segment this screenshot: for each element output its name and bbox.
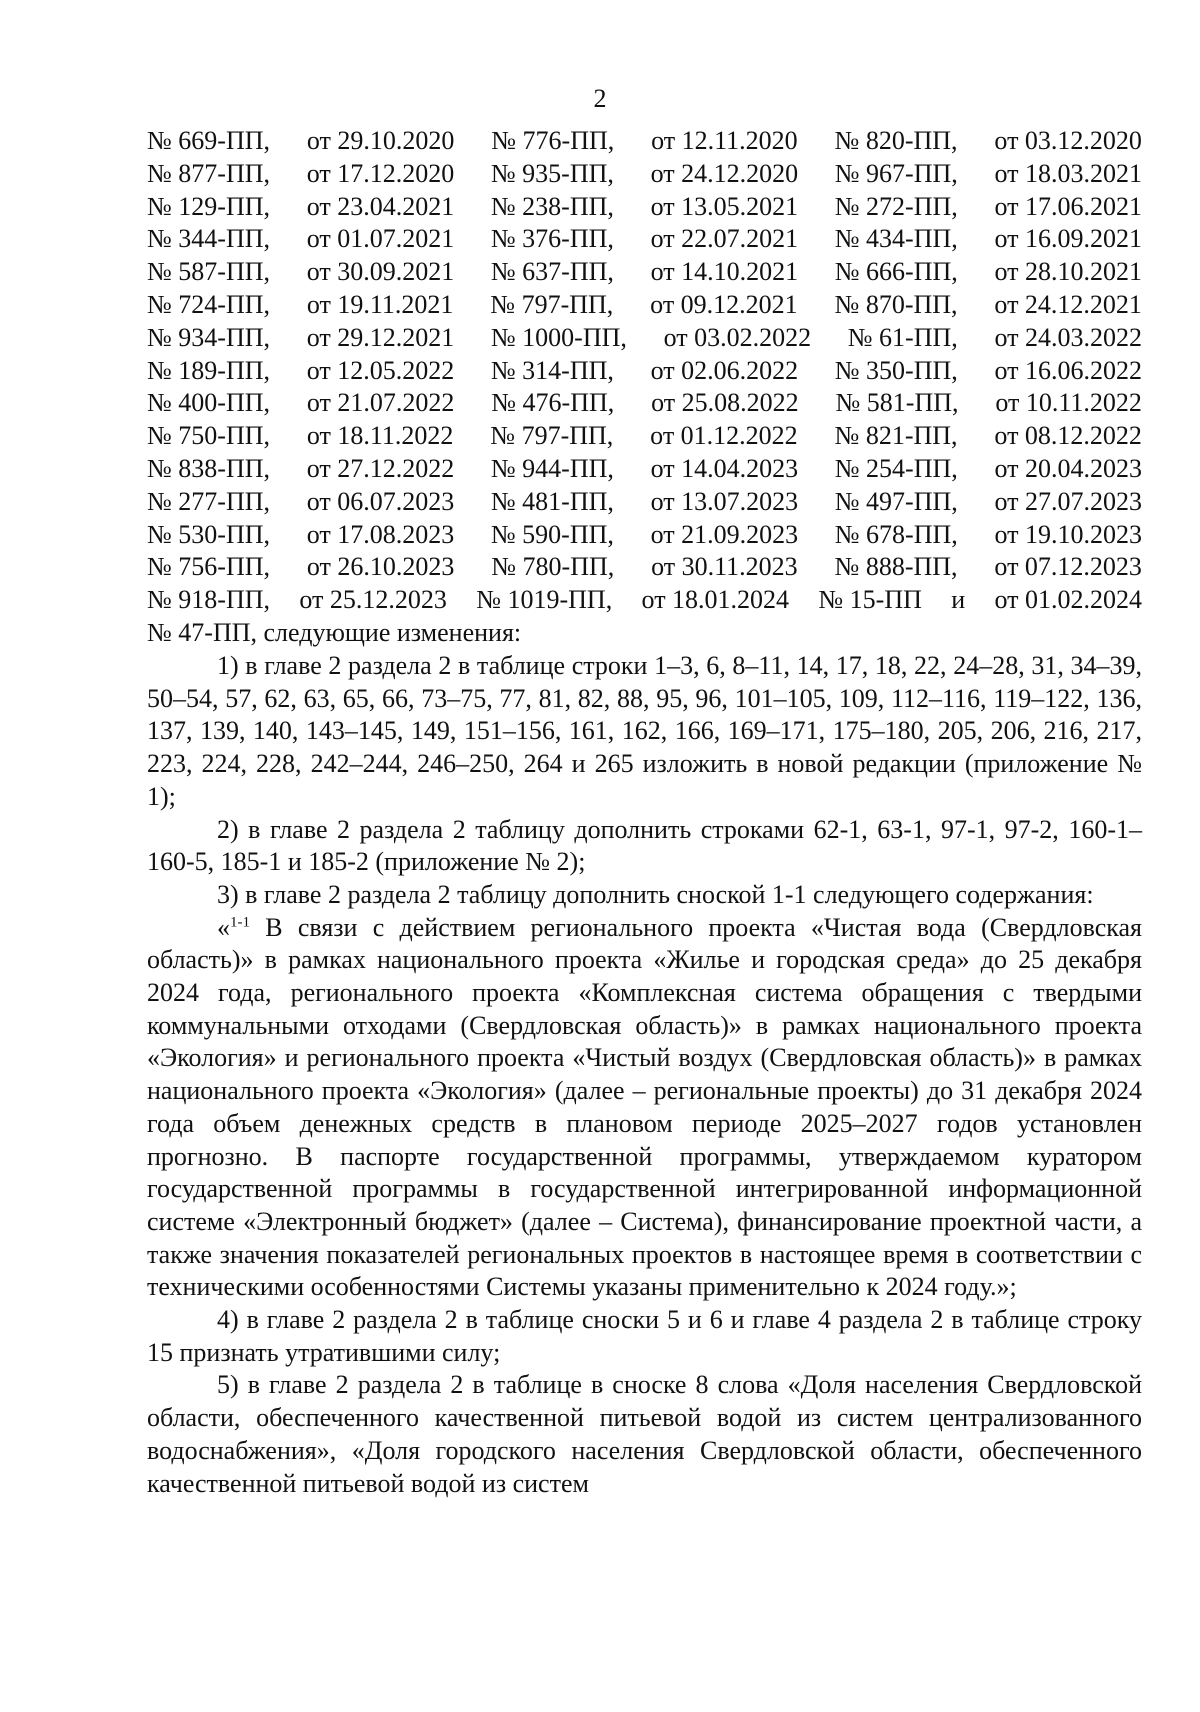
- amendment-item-3: 3) в главе 2 раздела 2 таблицу дополнить сноской 1-1 следующего содержания:: [217, 879, 1094, 909]
- reference-cell: № 344-ПП,: [147, 224, 271, 254]
- amendments-body: [147, 650, 1142, 1500]
- reference-cell: от 06.07.2023: [306, 486, 455, 516]
- reference-cell: № 350-ПП,: [834, 355, 958, 385]
- reference-cell: № 400-ПП,: [147, 388, 271, 418]
- footnote-open-quote: «: [217, 912, 230, 942]
- reference-row: [147, 519, 1142, 552]
- reference-cell: от 20.04.2023: [994, 453, 1142, 483]
- reference-cell: № 756-ПП,: [147, 552, 271, 582]
- reference-cell: от 07.12.2023: [994, 552, 1142, 582]
- reference-cell: № 314-ПП,: [490, 355, 614, 385]
- reference-cell: № 669-ПП,: [147, 126, 271, 155]
- reference-row: [147, 355, 1142, 388]
- reference-cell: от 24.03.2022: [994, 322, 1142, 352]
- reference-cell: № 129-ПП,: [147, 191, 271, 221]
- reference-cell: от 09.12.2021: [650, 289, 798, 319]
- reference-cell: № 877-ПП,: [147, 158, 271, 188]
- reference-cell: от 10.11.2022: [995, 388, 1142, 418]
- reference-cell: № 780-ПП,: [491, 552, 615, 582]
- reference-cell: от 25.08.2022: [651, 388, 799, 418]
- reference-cell: № 1000-ПП,: [490, 322, 627, 352]
- reference-cell: № 666-ПП,: [834, 257, 958, 287]
- resolution-references-list: [147, 125, 1142, 617]
- reference-cell: от 28.10.2021: [994, 257, 1142, 287]
- reference-cell: от 18.11.2022: [306, 421, 454, 451]
- reference-cell: от 25.12.2023: [299, 585, 447, 615]
- reference-row: [147, 158, 1142, 191]
- reference-cell: от 18.03.2021: [994, 158, 1142, 188]
- reference-row: [147, 223, 1142, 256]
- reference-cell: и: [951, 585, 966, 615]
- reference-cell: № 530-ПП,: [147, 519, 271, 549]
- reference-cell: от 16.09.2021: [994, 224, 1142, 254]
- reference-cell: № 1019-ПП,: [476, 585, 613, 615]
- reference-cell: № 15-ПП: [818, 585, 922, 615]
- reference-cell: № 272-ПП,: [834, 191, 958, 221]
- reference-cell: № 821-ПП,: [834, 421, 958, 451]
- reference-cell: № 497-ПП,: [834, 486, 958, 516]
- footnote-1-1-text: [147, 912, 1142, 1304]
- reference-cell: № 724-ПП,: [147, 289, 271, 319]
- reference-cell: от 29.12.2021: [306, 322, 455, 352]
- reference-cell: № 944-ПП,: [490, 453, 614, 483]
- reference-cell: № 820-ПП,: [834, 126, 958, 155]
- reference-cell: от 29.10.2020: [306, 126, 455, 155]
- reference-cell: от 03.02.2022: [663, 322, 812, 352]
- reference-cell: № 476-ПП,: [491, 388, 615, 418]
- reference-cell: от 16.06.2022: [994, 355, 1142, 385]
- reference-row: [147, 551, 1142, 584]
- reference-cell: № 481-ПП,: [490, 486, 614, 516]
- reference-cell: от 01.07.2021: [306, 224, 455, 254]
- reference-cell: от 21.09.2023: [650, 519, 799, 549]
- reference-cell: от 13.07.2023: [650, 486, 799, 516]
- reference-row: [147, 584, 1142, 617]
- reference-cell: № 750-ПП,: [147, 421, 271, 451]
- reference-cell: от 17.12.2020: [306, 158, 455, 188]
- reference-cell: № 797-ПП,: [490, 421, 614, 451]
- reference-cell: от 22.07.2021: [650, 224, 799, 254]
- reference-cell: № 934-ПП,: [147, 322, 271, 352]
- reference-row: [147, 486, 1142, 519]
- reference-cell: № 61-ПП,: [847, 322, 958, 352]
- reference-cell: от 24.12.2020: [650, 158, 799, 188]
- reference-cell: от 02.06.2022: [650, 355, 799, 385]
- reference-row: [147, 387, 1142, 420]
- amendment-item-1: 1) в главе 2 раздела 2 в таблице строки 1–3, 6, 8–11, 14, 17, 18, 22, 24–28, 31, 34–39, 50–54, 57, 62, 63, 65, 66, 73–75, 77, 81, 82, 88, 95, 96, 101–105, 109, 112–116, 119–122, 136, 137, 139, 140, 143–145, 149, 151–156, 161, 162, 166, 169–171, 175–180, 205, 206, 216, 217, 223, 224, 228, 242–244, 246–250, 264 и 265 изложить в новой редакции (приложение № 1);: [147, 651, 1142, 811]
- reference-cell: от 03.12.2020: [994, 126, 1142, 155]
- reference-cell: от 14.04.2023: [650, 453, 799, 483]
- reference-cell: № 776-ПП,: [491, 126, 615, 155]
- reference-cell: от 18.01.2024: [641, 585, 790, 615]
- reference-cell: от 19.11.2021: [306, 289, 454, 319]
- reference-cell: № 935-ПП,: [490, 158, 614, 188]
- reference-cell: от 01.02.2024: [994, 585, 1142, 615]
- reference-cell: от 30.09.2021: [306, 257, 455, 287]
- reference-cell: № 189-ПП,: [147, 355, 271, 385]
- reference-cell: от 27.07.2023: [994, 486, 1142, 516]
- page-number: 2: [593, 84, 607, 113]
- reference-cell: от 01.12.2022: [650, 421, 798, 451]
- amendment-item-4: 4) в главе 2 раздела 2 в таблице сноски 5 и 6 и главе 4 раздела 2 в таблице строку 15 признать утратившими силу;: [147, 1305, 1142, 1367]
- reference-cell: № 888-ПП,: [834, 552, 958, 582]
- reference-cell: от 19.10.2023: [994, 519, 1142, 549]
- reference-cell: от 13.05.2021: [650, 191, 799, 221]
- reference-cell: № 797-ПП,: [490, 289, 614, 319]
- reference-cell: № 590-ПП,: [490, 519, 614, 549]
- references-tail: № 47-ПП, следующие изменения:: [147, 618, 522, 647]
- reference-cell: № 967-ПП,: [834, 158, 958, 188]
- reference-cell: от 26.10.2023: [306, 552, 455, 582]
- reference-cell: № 870-ПП,: [834, 289, 958, 319]
- reference-cell: от 17.08.2023: [306, 519, 455, 549]
- footnote-body: В связи с действием регионального проекта «Чистая вода (Свердловская область)» в рамках национального проекта «Жилье и городская среда» до 25 декабря 2024 года, регионального проекта «Комплексная система обращения с твердыми коммунальными отходами (Свердловская область)» в рамках национального проекта «Экология» и регионального проекта «Чистый воздух (Свердловская область)» в рамках национального проекта «Экология» (далее – региональные проекты) до 31 декабря 2024 года объем денежных средств в плановом периоде 2025–2027 годов установлен прогнозно. В паспорте государственной программы, утверждаемом куратором государственной программы в государственной интегрированной информационной системе «Электронный бюджет» (далее – Система), финансирование проектной части, а также значения показателей региональных проектов в настоящее время в соответствии с техническими особенностями Системы указаны применительно к 2024 году.»;: [147, 912, 1142, 1302]
- reference-cell: от 21.07.2022: [306, 388, 455, 418]
- reference-cell: № 376-ПП,: [490, 224, 614, 254]
- reference-cell: от 23.04.2021: [306, 191, 455, 221]
- reference-row: [147, 453, 1142, 486]
- reference-row: [147, 289, 1142, 322]
- reference-cell: № 277-ПП,: [147, 486, 271, 516]
- reference-cell: № 587-ПП,: [147, 257, 271, 287]
- amendment-item-2: 2) в главе 2 раздела 2 таблицу дополнить строками 62-1, 63-1, 97-1, 97-2, 160-1–160-5, 185-1 и 185-2 (приложение № 2);: [147, 814, 1142, 877]
- reference-row: [147, 322, 1142, 355]
- reference-cell: от 14.10.2021: [650, 257, 799, 287]
- reference-row: [147, 125, 1142, 158]
- reference-row: [147, 420, 1142, 453]
- reference-cell: от 24.12.2021: [994, 289, 1142, 319]
- reference-cell: № 434-ПП,: [834, 224, 958, 254]
- reference-cell: № 581-ПП,: [835, 388, 959, 418]
- footnote-marker: 1-1: [230, 913, 250, 930]
- reference-cell: № 838-ПП,: [147, 453, 271, 483]
- reference-cell: № 637-ПП,: [490, 257, 614, 287]
- reference-cell: от 12.11.2020: [651, 126, 798, 155]
- reference-cell: от 27.12.2022: [306, 453, 455, 483]
- reference-cell: от 30.11.2023: [651, 552, 798, 582]
- amendment-item-5: 5) в главе 2 раздела 2 в таблице в сноске 8 слова «Доля населения Свердловской области, обеспеченного качественной питьевой водой из систем централизованного водоснабжения», «Доля городского населения Свердловской области, обеспеченного качественной питьевой водой из систем: [147, 1370, 1142, 1498]
- reference-cell: № 678-ПП,: [834, 519, 958, 549]
- reference-cell: № 238-ПП,: [490, 191, 614, 221]
- reference-cell: № 918-ПП,: [147, 585, 271, 615]
- reference-cell: от 17.06.2021: [994, 191, 1142, 221]
- reference-cell: от 12.05.2022: [306, 355, 455, 385]
- reference-row: [147, 191, 1142, 224]
- reference-row: [147, 256, 1142, 289]
- reference-cell: от 08.12.2022: [994, 421, 1142, 451]
- reference-cell: № 254-ПП,: [834, 453, 958, 483]
